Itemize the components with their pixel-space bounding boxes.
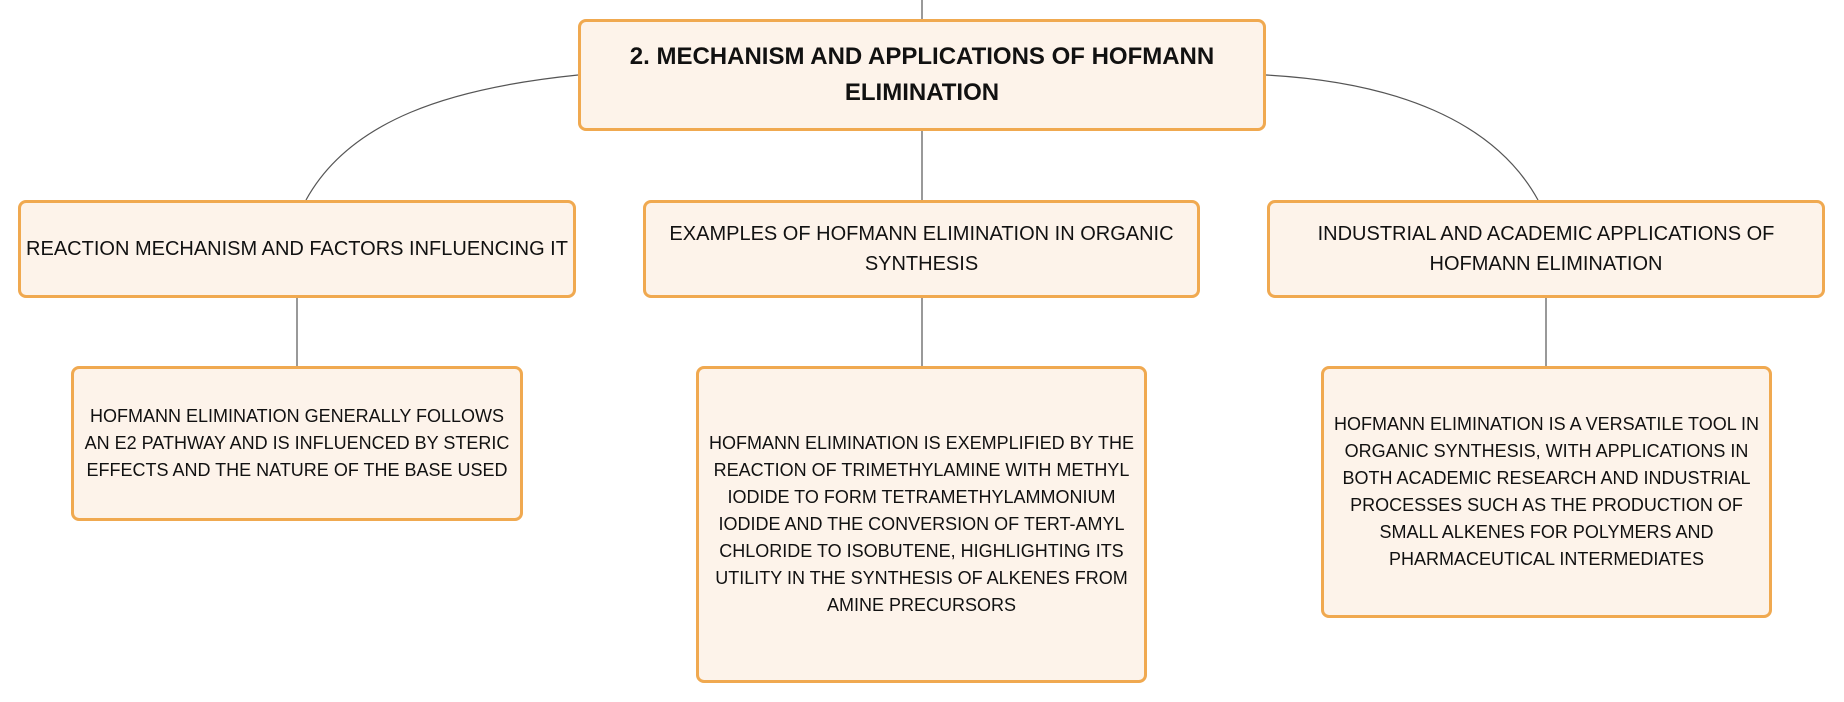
detail-text: HOFMANN ELIMINATION IS EXEMPLIFIED BY THE REACTION OF TRIMETHYLAMINE WITH METHYL IODIDE TO FORM TETRAMETHYLAMMONIUM IODIDE AND THE CONVERSION OF TERT-AMYL CHLORIDE TO ISOBUTENE, HIGHLIGHTING ITS UTILITY IN THE SYNTHESIS OF ALKENES FROM AMINE PRECURSORS — [708, 433, 1135, 615]
detail-text: HOFMANN ELIMINATION GENERALLY FOLLOWS AN E2 PATHWAY AND IS INFLUENCED BY STERIC EFFECTS AND THE NATURE OF THE BASE USED — [84, 406, 510, 480]
detail-node-examples[interactable] — [696, 366, 1147, 683]
connector-root-to-branch-3 — [1266, 75, 1538, 200]
connector-root-to-branch-1 — [306, 75, 578, 200]
subtopic-label: EXAMPLES OF HOFMANN ELIMINATION IN ORGANIC SYNTHESIS — [669, 223, 1174, 275]
detail-node-applications[interactable] — [1321, 366, 1772, 618]
detail-text: HOFMANN ELIMINATION IS A VERSATILE TOOL IN ORGANIC SYNTHESIS, WITH APPLICATIONS IN BOTH ACADEMIC RESEARCH AND INDUSTRIAL PROCESSES SUCH AS THE PRODUCTION OF SMALL ALKENES FOR POLYMERS AND PHARMACEUTICAL INTERMEDIATES — [1333, 414, 1760, 569]
subtopic-label: REACTION MECHANISM AND FACTORS INFLUENCING IT — [26, 238, 568, 260]
subtopic-node-reaction-mechanism[interactable] — [18, 200, 576, 298]
root-topic-node[interactable] — [578, 19, 1266, 131]
subtopic-node-applications[interactable] — [1267, 200, 1825, 298]
detail-node-reaction-mechanism[interactable] — [71, 366, 523, 521]
subtopic-label: INDUSTRIAL AND ACADEMIC APPLICATIONS OF HOFMANN ELIMINATION — [1317, 223, 1775, 275]
subtopic-node-examples[interactable] — [643, 200, 1200, 298]
root-topic-title: 2. MECHANISM AND APPLICATIONS OF HOFMANN ELIMINATION — [629, 43, 1215, 106]
